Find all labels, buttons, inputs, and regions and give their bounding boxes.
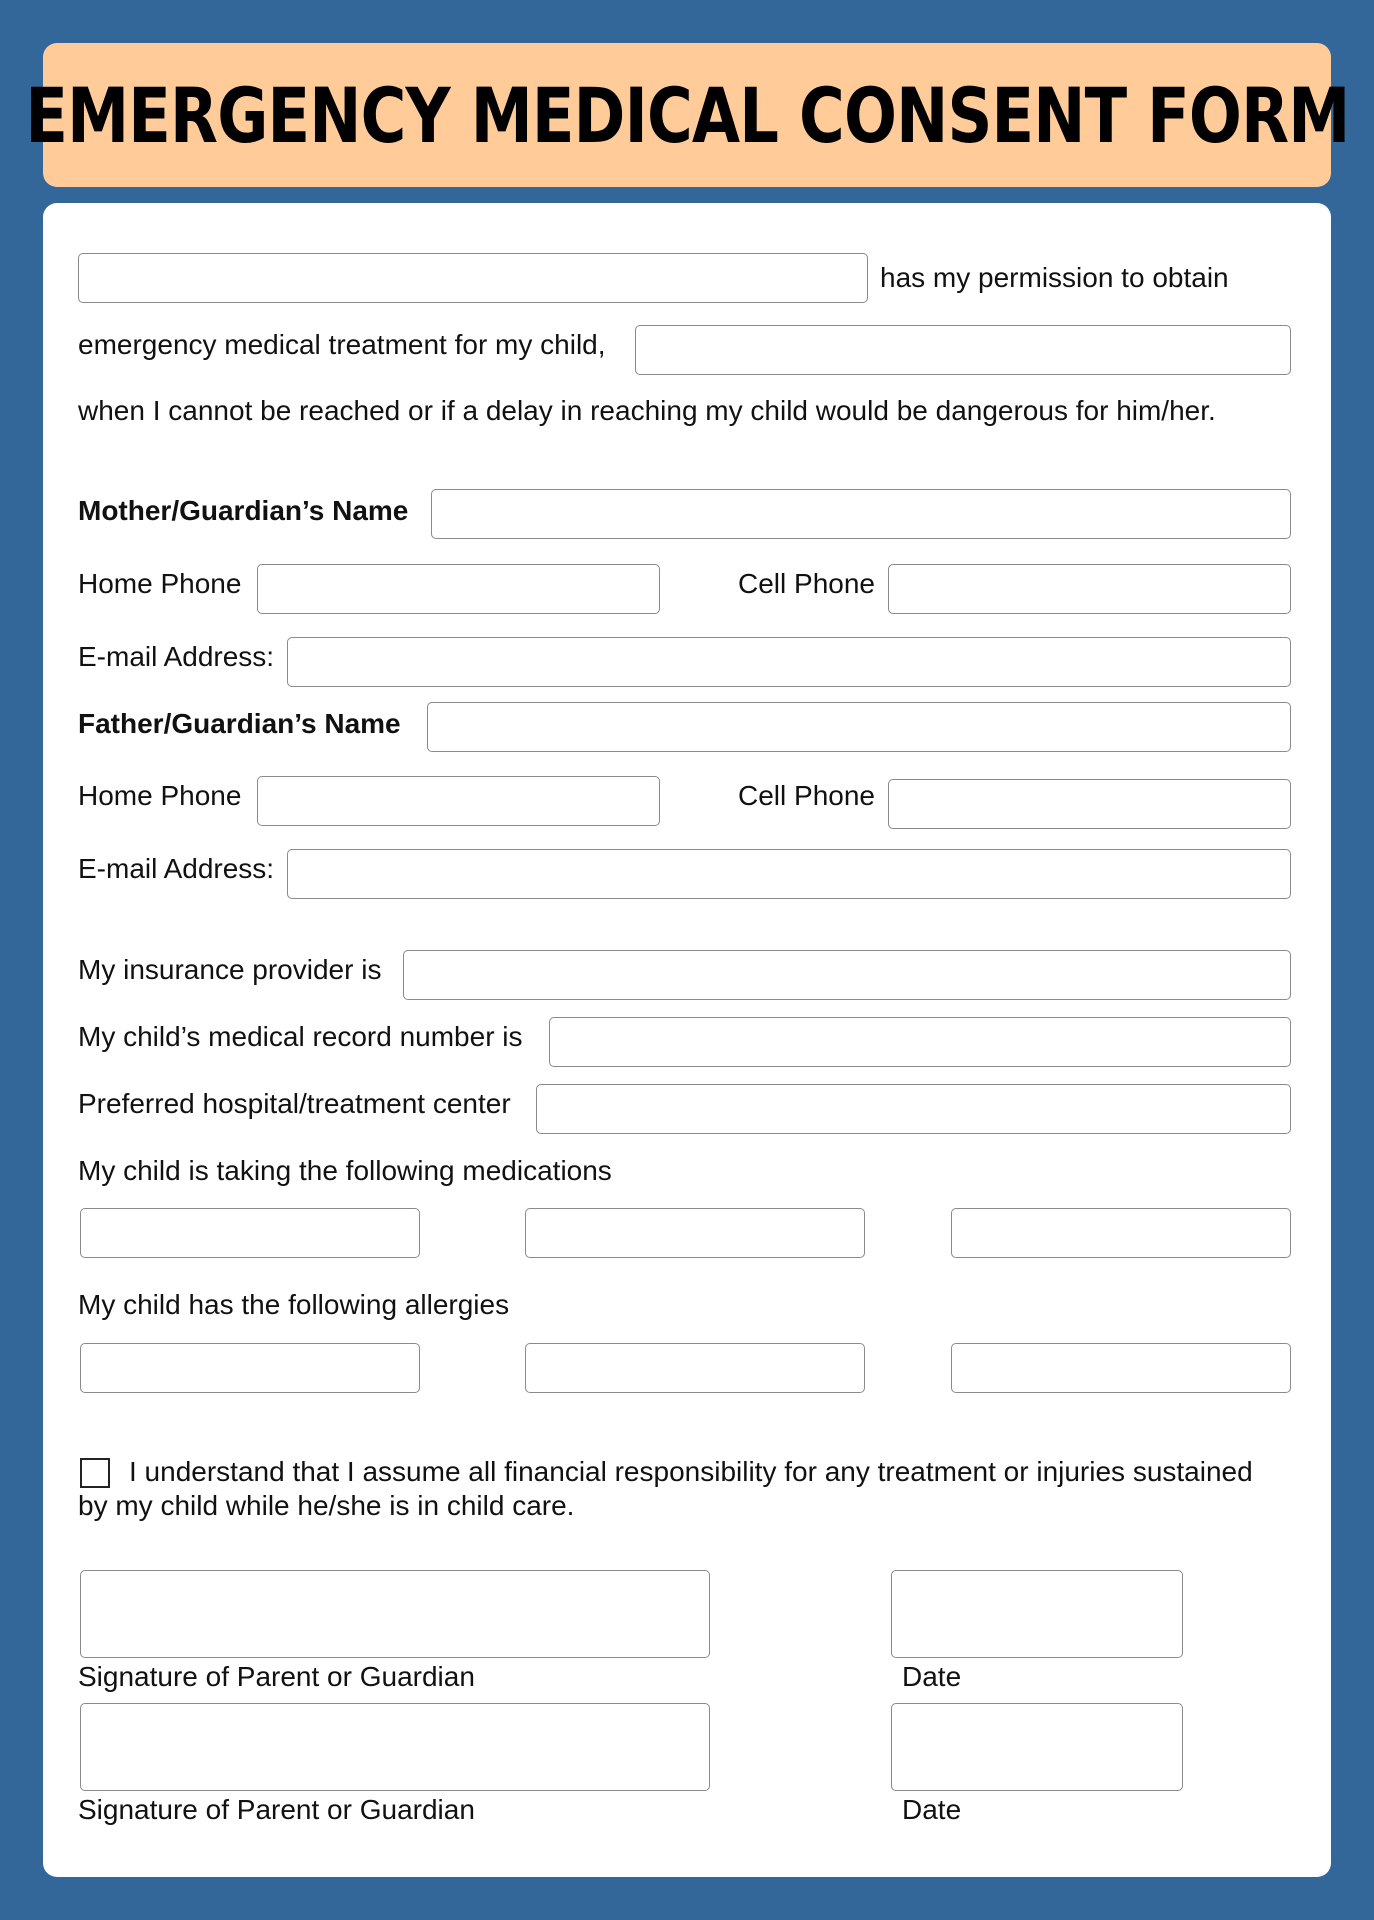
allergy-field-1[interactable] <box>80 1343 420 1393</box>
agreement-line2: by my child while he/she is in child care. <box>78 1490 575 1521</box>
father-cell-phone-label: Cell Phone <box>738 780 875 811</box>
mother-cell-phone-label: Cell Phone <box>738 568 875 599</box>
mother-cell-phone-field[interactable] <box>888 564 1291 614</box>
mother-name-field[interactable] <box>431 489 1291 539</box>
permitted-person-field[interactable] <box>78 253 868 303</box>
hospital-field[interactable] <box>536 1084 1291 1134</box>
medications-label: My child is taking the following medications <box>78 1155 612 1186</box>
signature-field-2[interactable] <box>80 1703 710 1791</box>
form-header <box>24 43 1350 187</box>
record-number-label: My child’s medical record number is <box>78 1021 523 1052</box>
father-name-label: Father/Guardian’s Name <box>78 708 401 739</box>
father-email-label: E-mail Address: <box>78 853 275 884</box>
signature-label-2: Signature of Parent or Guardian <box>78 1794 475 1825</box>
medication-field-1[interactable] <box>80 1208 420 1258</box>
record-number-field[interactable] <box>549 1017 1291 1067</box>
date-label-1: Date <box>902 1661 962 1692</box>
mother-email-field[interactable] <box>287 637 1291 687</box>
intro-line3-text: when I cannot be reached or if a delay in reaching my child would be dangerous for him/her. <box>78 395 1216 426</box>
date-field-2[interactable] <box>891 1703 1183 1791</box>
date-label-2: Date <box>902 1794 962 1825</box>
mother-name-label: Mother/Guardian’s Name <box>78 495 409 526</box>
insurance-field[interactable] <box>403 950 1291 1000</box>
father-email-field[interactable] <box>287 849 1291 899</box>
medication-field-3[interactable] <box>951 1208 1291 1258</box>
form-card <box>43 203 1331 1877</box>
medication-field-2[interactable] <box>525 1208 865 1258</box>
signature-field-1[interactable] <box>80 1570 710 1658</box>
mother-email-label: E-mail Address: <box>78 641 275 672</box>
date-field-1[interactable] <box>891 1570 1183 1658</box>
allergy-field-3[interactable] <box>951 1343 1291 1393</box>
financial-responsibility-text <box>78 1455 1338 1523</box>
intro-line2-text: emergency medical treatment for my child, <box>78 329 606 360</box>
father-cell-phone-field[interactable] <box>888 779 1291 829</box>
hospital-label: Preferred hospital/treatment center <box>78 1088 511 1119</box>
mother-home-phone-field[interactable] <box>257 564 660 614</box>
intro-line1-text: has my permission to obtain <box>880 262 1229 293</box>
agreement-line1: I understand that I assume all financial responsibility for any treatment or injuries sustained <box>129 1456 1253 1487</box>
child-name-field[interactable] <box>635 325 1291 375</box>
father-home-phone-field[interactable] <box>257 776 660 826</box>
allergy-field-2[interactable] <box>525 1343 865 1393</box>
father-home-phone-label: Home Phone <box>78 780 242 811</box>
allergies-label: My child has the following allergies <box>78 1289 510 1320</box>
insurance-label: My insurance provider is <box>78 954 382 985</box>
mother-home-phone-label: Home Phone <box>78 568 242 599</box>
form-title: EMERGENCY MEDICAL CONSENT FORM <box>24 70 1350 160</box>
father-name-field[interactable] <box>427 702 1291 752</box>
signature-label-1: Signature of Parent or Guardian <box>78 1661 475 1692</box>
